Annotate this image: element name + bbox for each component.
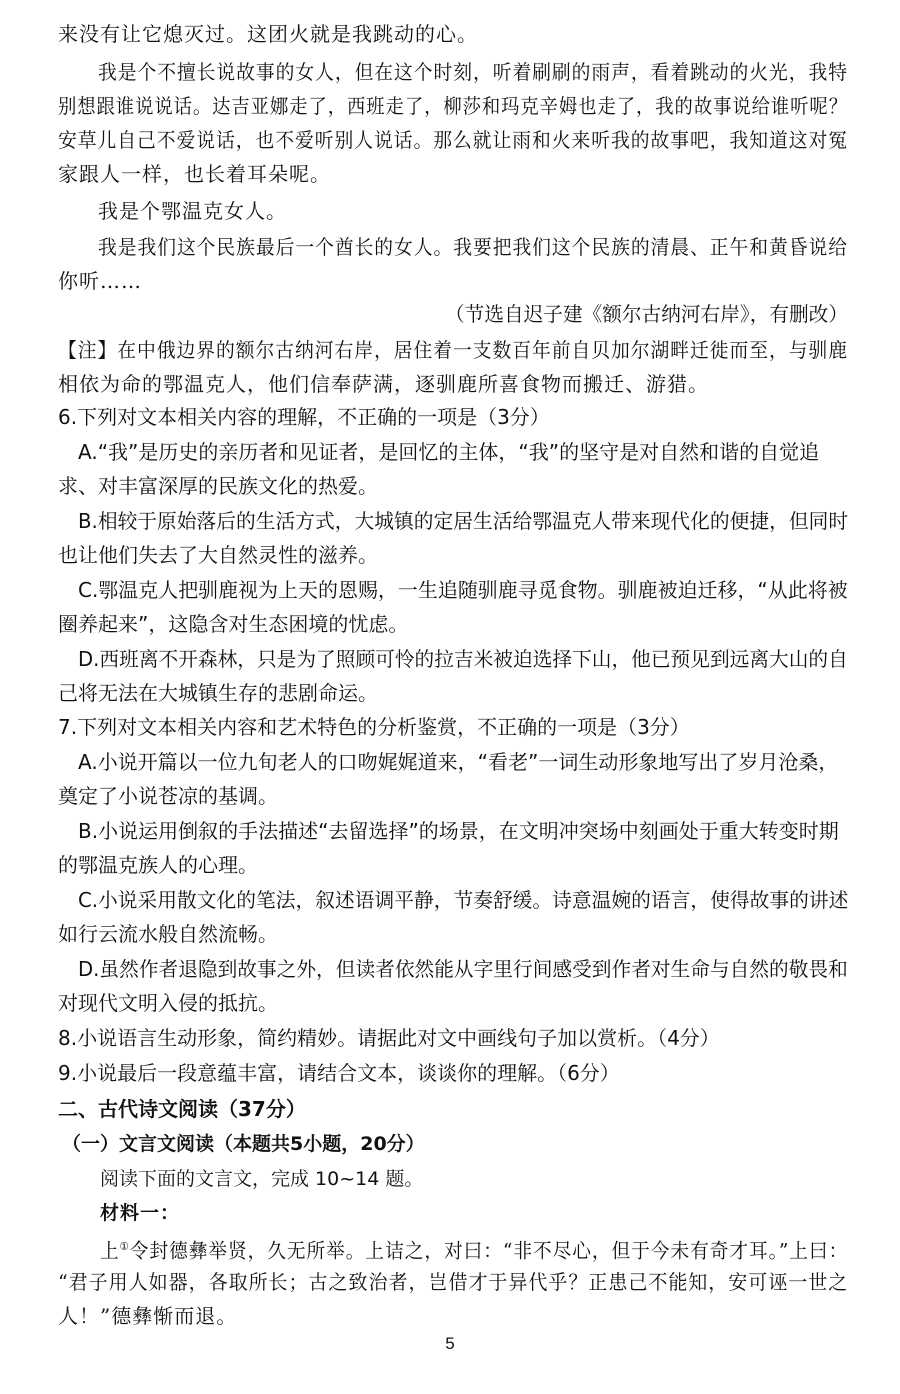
question-8: 8.小说语言生动形象，简约精妙。请据此对文中画线句子加以赏析。（4分） — [58, 1026, 720, 1050]
subsection-heading: （一）文言文阅读（本题共5小题，20分） — [62, 1133, 425, 1155]
source-citation: （节选自迟子建《额尔古纳河右岸》，有删改） — [445, 302, 848, 326]
passage-line: 来没有让它熄灭过。这团火就是我跳动的心。 — [58, 22, 478, 46]
note-line: 【注】在中俄边界的额尔古纳河右岸，居住着一支数百年前自贝加尔湖畔迁徙而至，与驯鹿 — [58, 338, 849, 362]
q6-option-c: C.鄂温克人把驯鹿视为上天的恩赐，一生追随驯鹿寻觅食物。驯鹿被迫迁移，“从此将被 — [78, 578, 848, 602]
q7-option-c-cont: 如行云流水般自然流畅。 — [58, 922, 278, 946]
q6-option-d-cont: 己将无法在大城镇生存的悲剧命运。 — [58, 681, 378, 705]
q7-option-a: A.小说开篇以一位九旬老人的口吻娓娓道来，“看老”一词生动形象地写出了岁月沧桑， — [78, 750, 839, 774]
passage-line: 你听…… — [58, 269, 142, 293]
q6-option-d: D.西班离不开森林，只是为了照顾可怜的拉吉米被迫选择下山，他已预见到远离大山的自 — [78, 647, 848, 671]
instruction: 阅读下面的文言文，完成 10~14 题。 — [100, 1168, 424, 1190]
footnote-marker: ① — [119, 1240, 130, 1253]
q7-option-d: D.虽然作者退隐到故事之外，但读者依然能从字里行间感受到作者对生命与自然的敬畏和 — [78, 957, 848, 981]
question-7: 7.下列对文本相关内容和艺术特色的分析鉴赏，不正确的一项是（3分） — [58, 715, 690, 739]
question-6: 6.下列对文本相关内容的理解，不正确的一项是（3分） — [58, 405, 550, 429]
material-line — [100, 1235, 848, 1263]
q7-option-a-cont: 奠定了小说苍凉的基调。 — [58, 784, 278, 808]
note-line: 相依为命的鄂温克人，他们信奉萨满，逐驯鹿所喜食物而搬迁、游猎。 — [58, 372, 709, 396]
material-line-head: 上 — [100, 1238, 120, 1263]
q7-option-d-cont: 对现代文明入侵的抵抗。 — [58, 991, 278, 1015]
q6-option-b: B.相较于原始落后的生活方式，大城镇的定居生活给鄂温克人带来现代化的便捷，但同时 — [78, 509, 849, 533]
passage-line: 我是个鄂温克女人。 — [98, 199, 287, 223]
material-line: “君子用人如器，各取所长；古之致治者，岂借才于异代乎？正患己不能知，安可诬一世之 — [58, 1270, 849, 1294]
page-number: 5 — [445, 1334, 455, 1353]
material-line-rest: 令封德彝举贤，久无所举。上诘之，对曰：“非不尽心，但于今未有奇才耳。”上曰： — [129, 1238, 849, 1263]
q6-option-c-cont: 圈养起来”，这隐含对生态困境的忧虑。 — [58, 612, 409, 636]
q7-option-c: C.小说采用散文化的笔法，叙述语调平静，节奏舒缓。诗意温婉的语言，使得故事的讲述 — [78, 888, 849, 912]
q7-option-b: B.小说运用倒叙的手法描述“去留选择”的场景，在文明冲突场中刻画处于重大转变时期 — [78, 819, 839, 843]
passage-line: 安草儿自己不爱说话，也不爱听别人说话。那么就让雨和火来听我的故事吧，我知道这对冤 — [58, 128, 849, 152]
q6-option-a-cont: 求、对丰富深厚的民族文化的热爱。 — [58, 474, 378, 498]
passage-line: 我是我们这个民族最后一个酋长的女人。我要把我们这个民族的清晨、正午和黄昏说给 — [98, 235, 848, 259]
material-label: 材料一： — [100, 1202, 181, 1224]
question-9: 9.小说最后一段意蕴丰富，请结合文本，谈谈你的理解。（6分） — [58, 1061, 620, 1085]
passage-line: 家跟人一样，也长着耳朵呢。 — [58, 162, 331, 186]
passage-line: 我是个不擅长说故事的女人，但在这个时刻，听着刷刷的雨声，看着跳动的火光，我特 — [98, 60, 848, 84]
passage-line: 别想跟谁说说话。达吉亚娜走了，西班走了，柳莎和玛克辛姆也走了，我的故事说给谁听呢？ — [58, 94, 848, 118]
section-heading: 二、古代诗文阅读（37分） — [58, 1097, 306, 1121]
q6-option-b-cont: 也让他们失去了大自然灵性的滋养。 — [58, 543, 378, 567]
q7-option-b-cont: 的鄂温克族人的心理。 — [58, 853, 258, 877]
material-line: 人！”德彝惭而退。 — [58, 1304, 238, 1328]
q6-option-a: A.“我”是历史的亲历者和见证者，是回忆的主体，“我”的坚守是对自然和谐的自觉追 — [78, 440, 820, 464]
